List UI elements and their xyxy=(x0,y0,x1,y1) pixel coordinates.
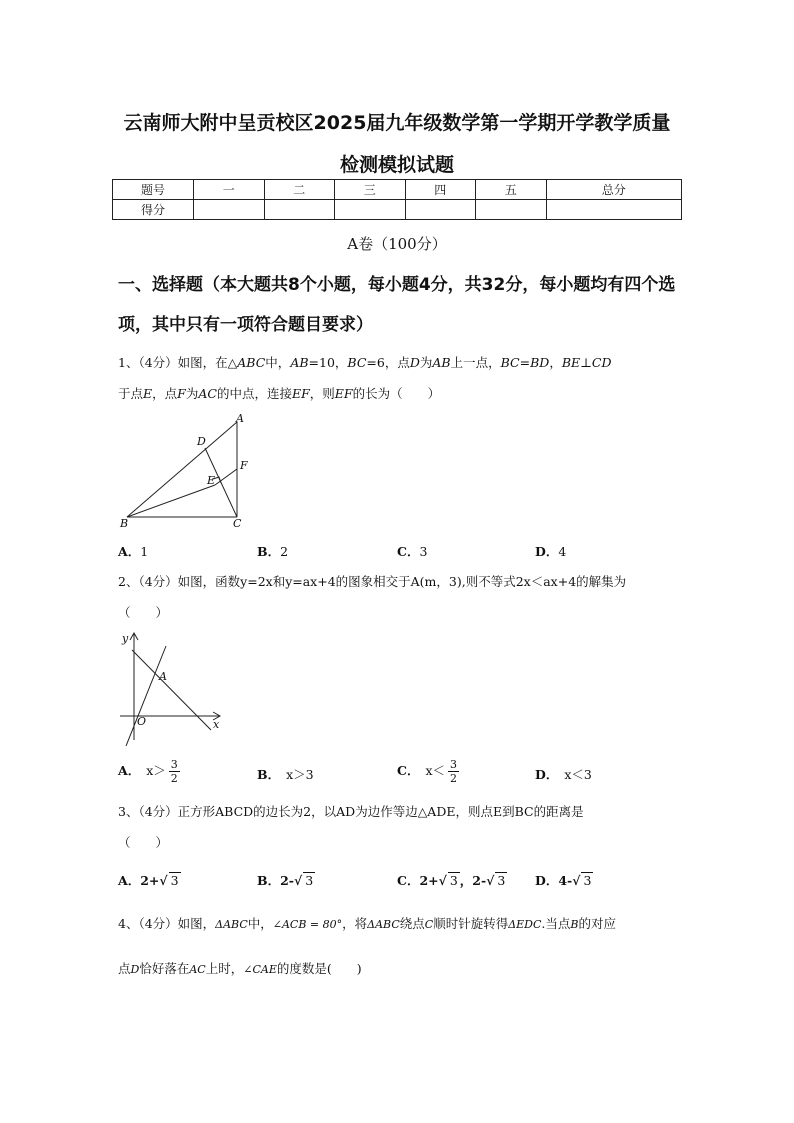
label-c: C xyxy=(233,517,242,530)
score-cell[interactable] xyxy=(194,200,265,220)
score-header-cell: 三 xyxy=(335,180,406,200)
segment-ba xyxy=(127,422,237,517)
question-4-text: 4、（4分）如图，ΔABC中，∠ACB = 80°，将ΔABC绕点C顺时针旋转得ΔEDC.当点B的对应 点D恰好落在AC上时，∠CAE的度数是( ) xyxy=(118,916,617,976)
q2-option-d[interactable]: D． x＜3 xyxy=(535,767,592,782)
score-header-cell: 四 xyxy=(405,180,476,200)
part1-heading: 一、选择题（本大题共8个小题，每小题4分，共32分，每小题均有四个选项，其中只有一项符合题目要求） xyxy=(118,275,676,335)
score-header-cell: 五 xyxy=(476,180,547,200)
line-y-2x xyxy=(126,646,166,746)
score-header-cell: 总分 xyxy=(546,180,682,200)
question-2-figure xyxy=(112,628,232,750)
score-table-header-row xyxy=(113,180,682,200)
score-cell[interactable] xyxy=(405,200,476,220)
score-cell[interactable] xyxy=(476,200,547,220)
score-cell[interactable] xyxy=(335,200,406,220)
label-origin: O xyxy=(137,715,147,728)
q1-option-d[interactable]: D．4 xyxy=(535,544,567,559)
q1-option-b[interactable]: B．2 xyxy=(257,544,289,559)
exam-title-line1: 云南师大附中呈贡校区2025届九年级数学第一学期开学教学质量 xyxy=(123,112,671,134)
section-a-title: A卷（100分） xyxy=(347,235,447,253)
label-b: B xyxy=(120,517,129,530)
segment-be xyxy=(127,485,215,517)
q3-option-c[interactable]: C．2+√ 3 ，2-√ 3 xyxy=(397,873,506,888)
score-row-label: 得分 xyxy=(113,200,194,220)
score-table xyxy=(112,179,682,220)
q3-option-a[interactable]: A．2+√ 3 xyxy=(118,873,179,888)
score-cell[interactable] xyxy=(264,200,335,220)
fraction: $\frac{3}{2}$ xyxy=(450,758,458,785)
label-e: E xyxy=(207,474,216,487)
q3-option-d[interactable]: D．4-√ 3 xyxy=(535,873,592,888)
q2-option-a[interactable]: A． x＞ $\frac{3}{2}$ xyxy=(118,758,178,785)
label-a: A xyxy=(159,670,167,683)
label-x: x xyxy=(213,718,220,731)
question-3-text: 3、（4分）正方形ABCD的边长为2，以AD为边作等边△ADE，则点E到BC的距离是 （ ） xyxy=(118,804,584,850)
label-d: D xyxy=(197,435,206,448)
label-a: A xyxy=(236,412,244,425)
exam-title-line2: 检测模拟试题 xyxy=(339,154,454,176)
fraction: $\frac{3}{2}$ xyxy=(170,758,178,785)
score-header-cell: 一 xyxy=(194,180,265,200)
label-f: F xyxy=(240,459,248,472)
score-header-cell: 题号 xyxy=(113,180,194,200)
q3-option-b[interactable]: B．2-√ 3 xyxy=(257,873,314,888)
question-1-figure xyxy=(112,410,262,532)
q1-option-c[interactable]: C．3 xyxy=(397,544,428,559)
score-cell[interactable] xyxy=(546,200,682,220)
score-table-score-row xyxy=(113,200,682,220)
question-2-text: 2、（4分）如图，函数y=2x和y=ax+4的图象相交于A(m，3),则不等式2x＜ax+4的解集为 （ ） xyxy=(118,574,627,620)
label-y: y xyxy=(122,632,129,645)
question-1-text: 1、（4分）如图，在△ABC中，AB=10，BC=6，点D为AB上一点，BC=BD，BE⊥CD 于点E，点F为AC的中点，连接EF，则EF的长为（ ） xyxy=(118,355,612,401)
q1-option-a[interactable]: A．1 xyxy=(118,544,149,559)
score-header-cell: 二 xyxy=(264,180,335,200)
q2-option-c[interactable]: C． x＜ $\frac{3}{2}$ xyxy=(397,758,458,785)
q2-option-b[interactable]: B． x＞3 xyxy=(257,767,314,782)
